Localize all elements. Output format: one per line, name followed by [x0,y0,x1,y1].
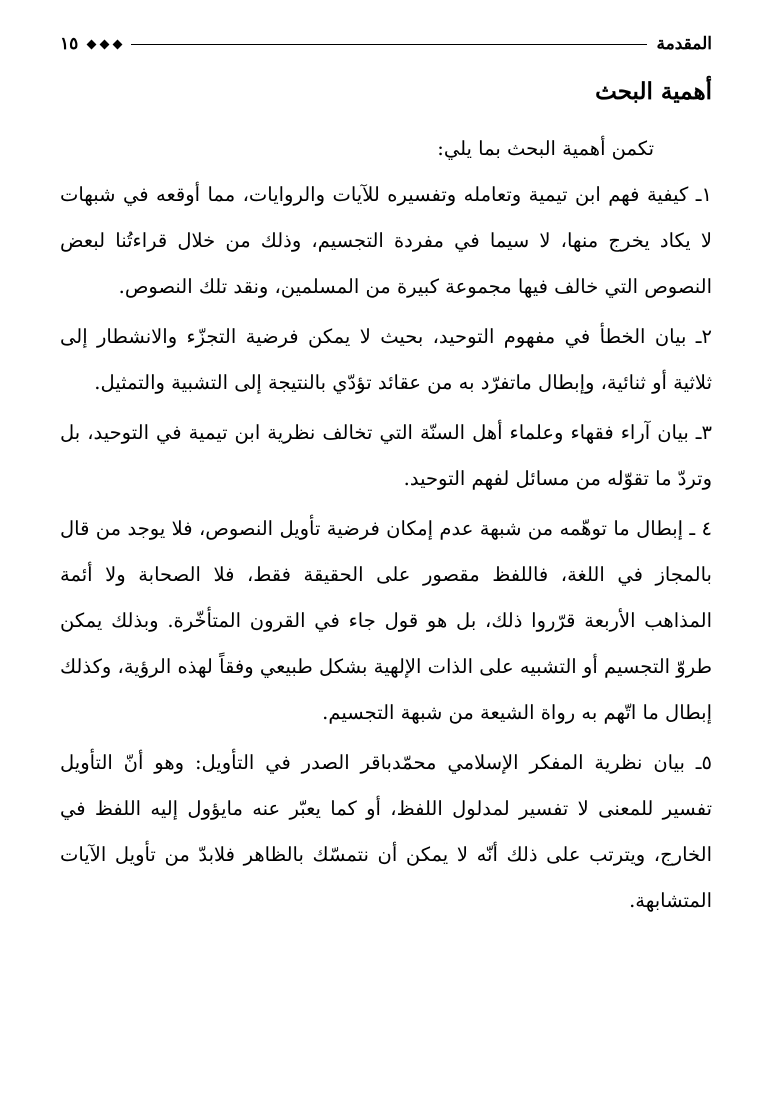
diamond-icon [113,39,123,49]
point-paragraph-2: ٢ـ بيان الخطأ في مفهوم التوحيد، بحيث لا يمكن فرضية التجزّء والانشطار إلى ثلاثية أو ثنائية، وإبطال ماتفرّد به من عقائد تؤدّي بالنتيجة إلى التشبية والتمثيل. [60,325,712,394]
intro-paragraph: تكمن أهمية البحث بما يلي: [437,137,654,160]
running-header [60,30,712,58]
point-paragraph-4: ٤ ـ إبطال ما توهّمه من شبهة عدم إمكان فرضية تأويل النصوص، فلا يوجد من قال بالمجاز في اللغة، فاللفظ مقصور على الحقيقة فقط، فلا الصحابة ولا أئمة المذاهب الأربعة قرّروا ذلك، بل هو قول جاء في القرون المتأخّرة. وبذلك يمكن طروّ التجسيم أو التشبيه على الذات الإلهية بشكل طبيعي وفقاً لهذه الرؤية، وكذلك إبطال ما اتّهم به رواة الشيعة من شبهة التجسيم. [60,517,712,724]
point-paragraph-5: ٥ـ بيان نظرية المفكر الإسلامي محمّدباقر الصدر في التأويل: وهو أنّ التأويل تفسير للمعنى لا تفسير لمدلول اللفظ، أو كما يعبّر عنه مايؤول إليه اللفظ في الخارج، ويترتب على ذلك أنّه لا يمكن أن نتمسّك بالظاهر فلابدّ من تأويل الآيات المتشابهة. [60,751,712,912]
book-page [60,0,712,1100]
point-paragraph-1: ١ـ كيفية فهم ابن تيمية وتعامله وتفسيره للآيات والروايات، مما أوقعه في شبهات لا يكاد يخرج منها، لا سيما في مفردة التجسيم، وذلك من خلال قراءتُنا لبعض النصوص التي خالف فيها مجموعة كبيرة من المسلمين، ونقد تلك النصوص. [60,183,712,298]
diamond-ornament-icon [88,41,121,48]
point-paragraph-3: ٣ـ بيان آراء فقهاء وعلماء أهل السنّة التي تخالف نظرية ابن تيمية في التوحيد، بل وتردّ ما تقوّله من مسائل لفهم التوحيد. [60,421,712,490]
section-heading: أهمية البحث [595,78,712,105]
diamond-icon [87,39,97,49]
diamond-icon [100,39,110,49]
body-text [60,126,712,924]
header-rule [131,44,646,45]
page-number: ١٥ [60,34,79,54]
chapter-title: المقدمة [656,34,712,54]
